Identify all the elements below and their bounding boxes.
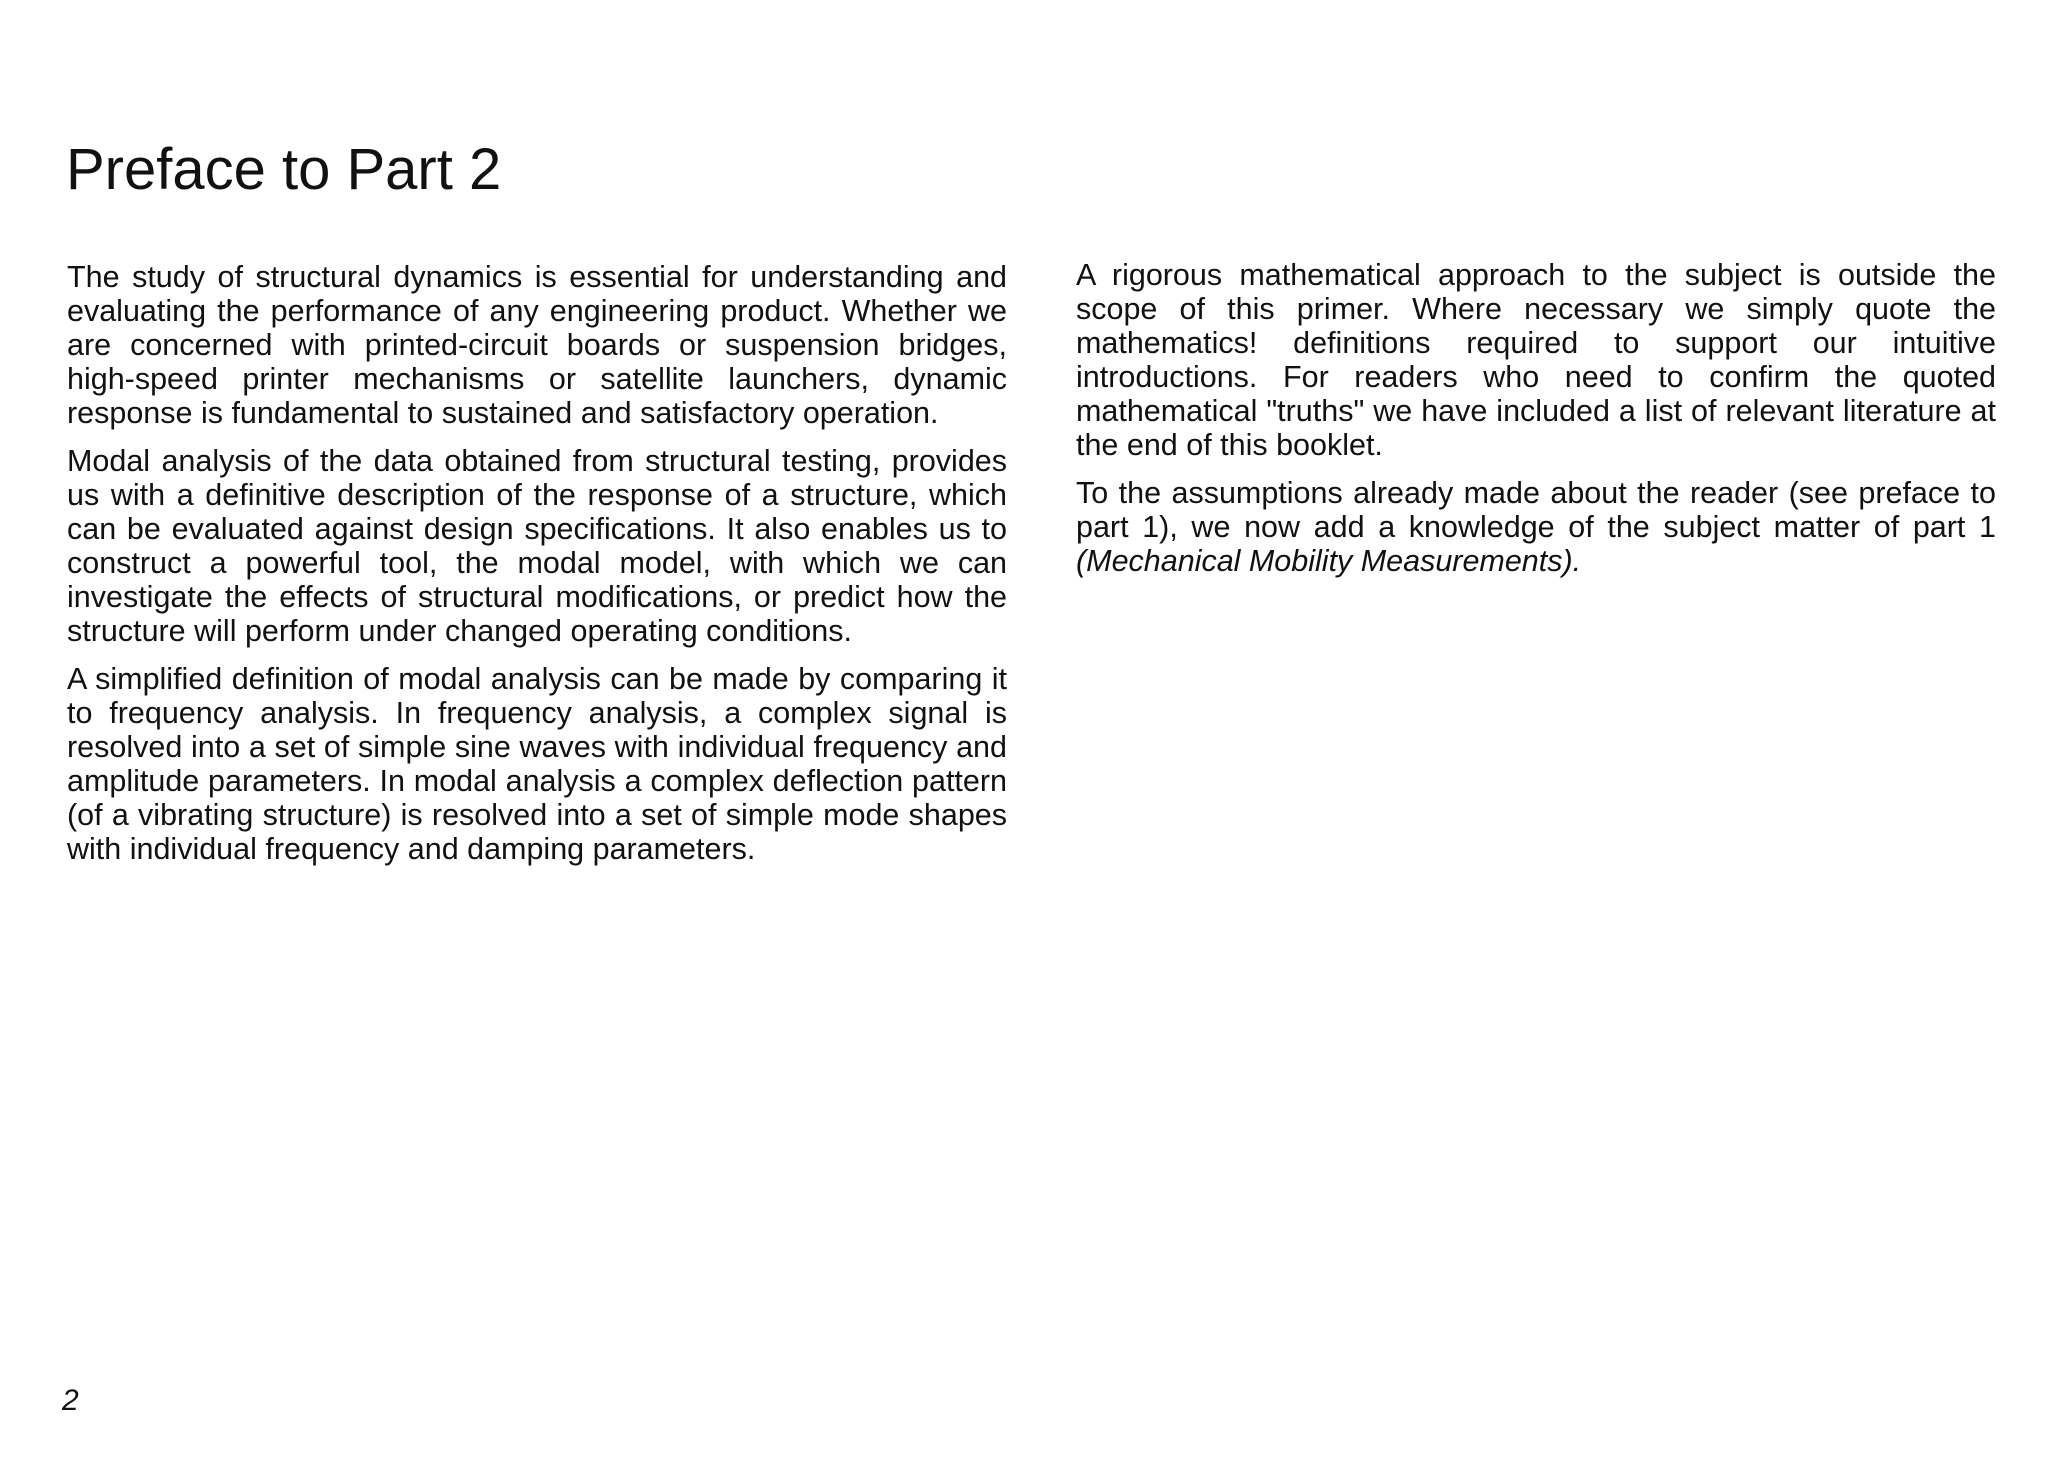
paragraph-simplified-definition: A simplified definition of modal analysis can be made by comparing it to frequency analysis. In frequency analysis, a complex signal is resolved into a set of simple sine waves with individual frequency and amplitude parameters. In modal analysis a complex deflection pattern (of a vibrating structure) is resolved into a set of simple mode shapes with individual frequency and damping parameters. (67, 662, 1007, 866)
left-column (67, 260, 1007, 880)
paragraph-assumptions (1076, 476, 1996, 578)
paragraph-structural-dynamics: The study of structural dynamics is essential for understanding and evaluating the performance of any engineering product. Whether we are concerned with printed-circuit boards or suspension bridges, high-speed printer mechanisms or satellite launchers, dynamic response is fundamental to sustained and satisfactory operation. (67, 260, 1007, 430)
assumptions-text: To the assumptions already made about the reader (see preface to part 1), we now add a knowledge of the subject matter of part 1 (1076, 476, 1996, 544)
page-title: Preface to Part 2 (66, 137, 502, 202)
paragraph-modal-analysis-data: Modal analysis of the data obtained from structural testing, provides us with a definitive description of the response of a structure, which can be evaluated against design specifications. It also enables us to construct a powerful tool, the modal model, with which we can investigate the effects of structural modifications, or predict how the structure will perform under changed operating conditions. (67, 444, 1007, 648)
paragraph-mathematical-approach: A rigorous mathematical approach to the subject is outside the scope of this primer. Where necessary we simply quote the mathematics! definitions required to support our intuitive introductions. For readers who need to confirm the quoted mathematical "truths" we have included a list of relevant literature at the end of this booklet. (1076, 258, 1996, 462)
page-number: 2 (62, 1384, 79, 1417)
part1-title-italic: (Mechanical Mobility Measurements). (1076, 544, 1582, 578)
right-column (1076, 258, 1996, 592)
